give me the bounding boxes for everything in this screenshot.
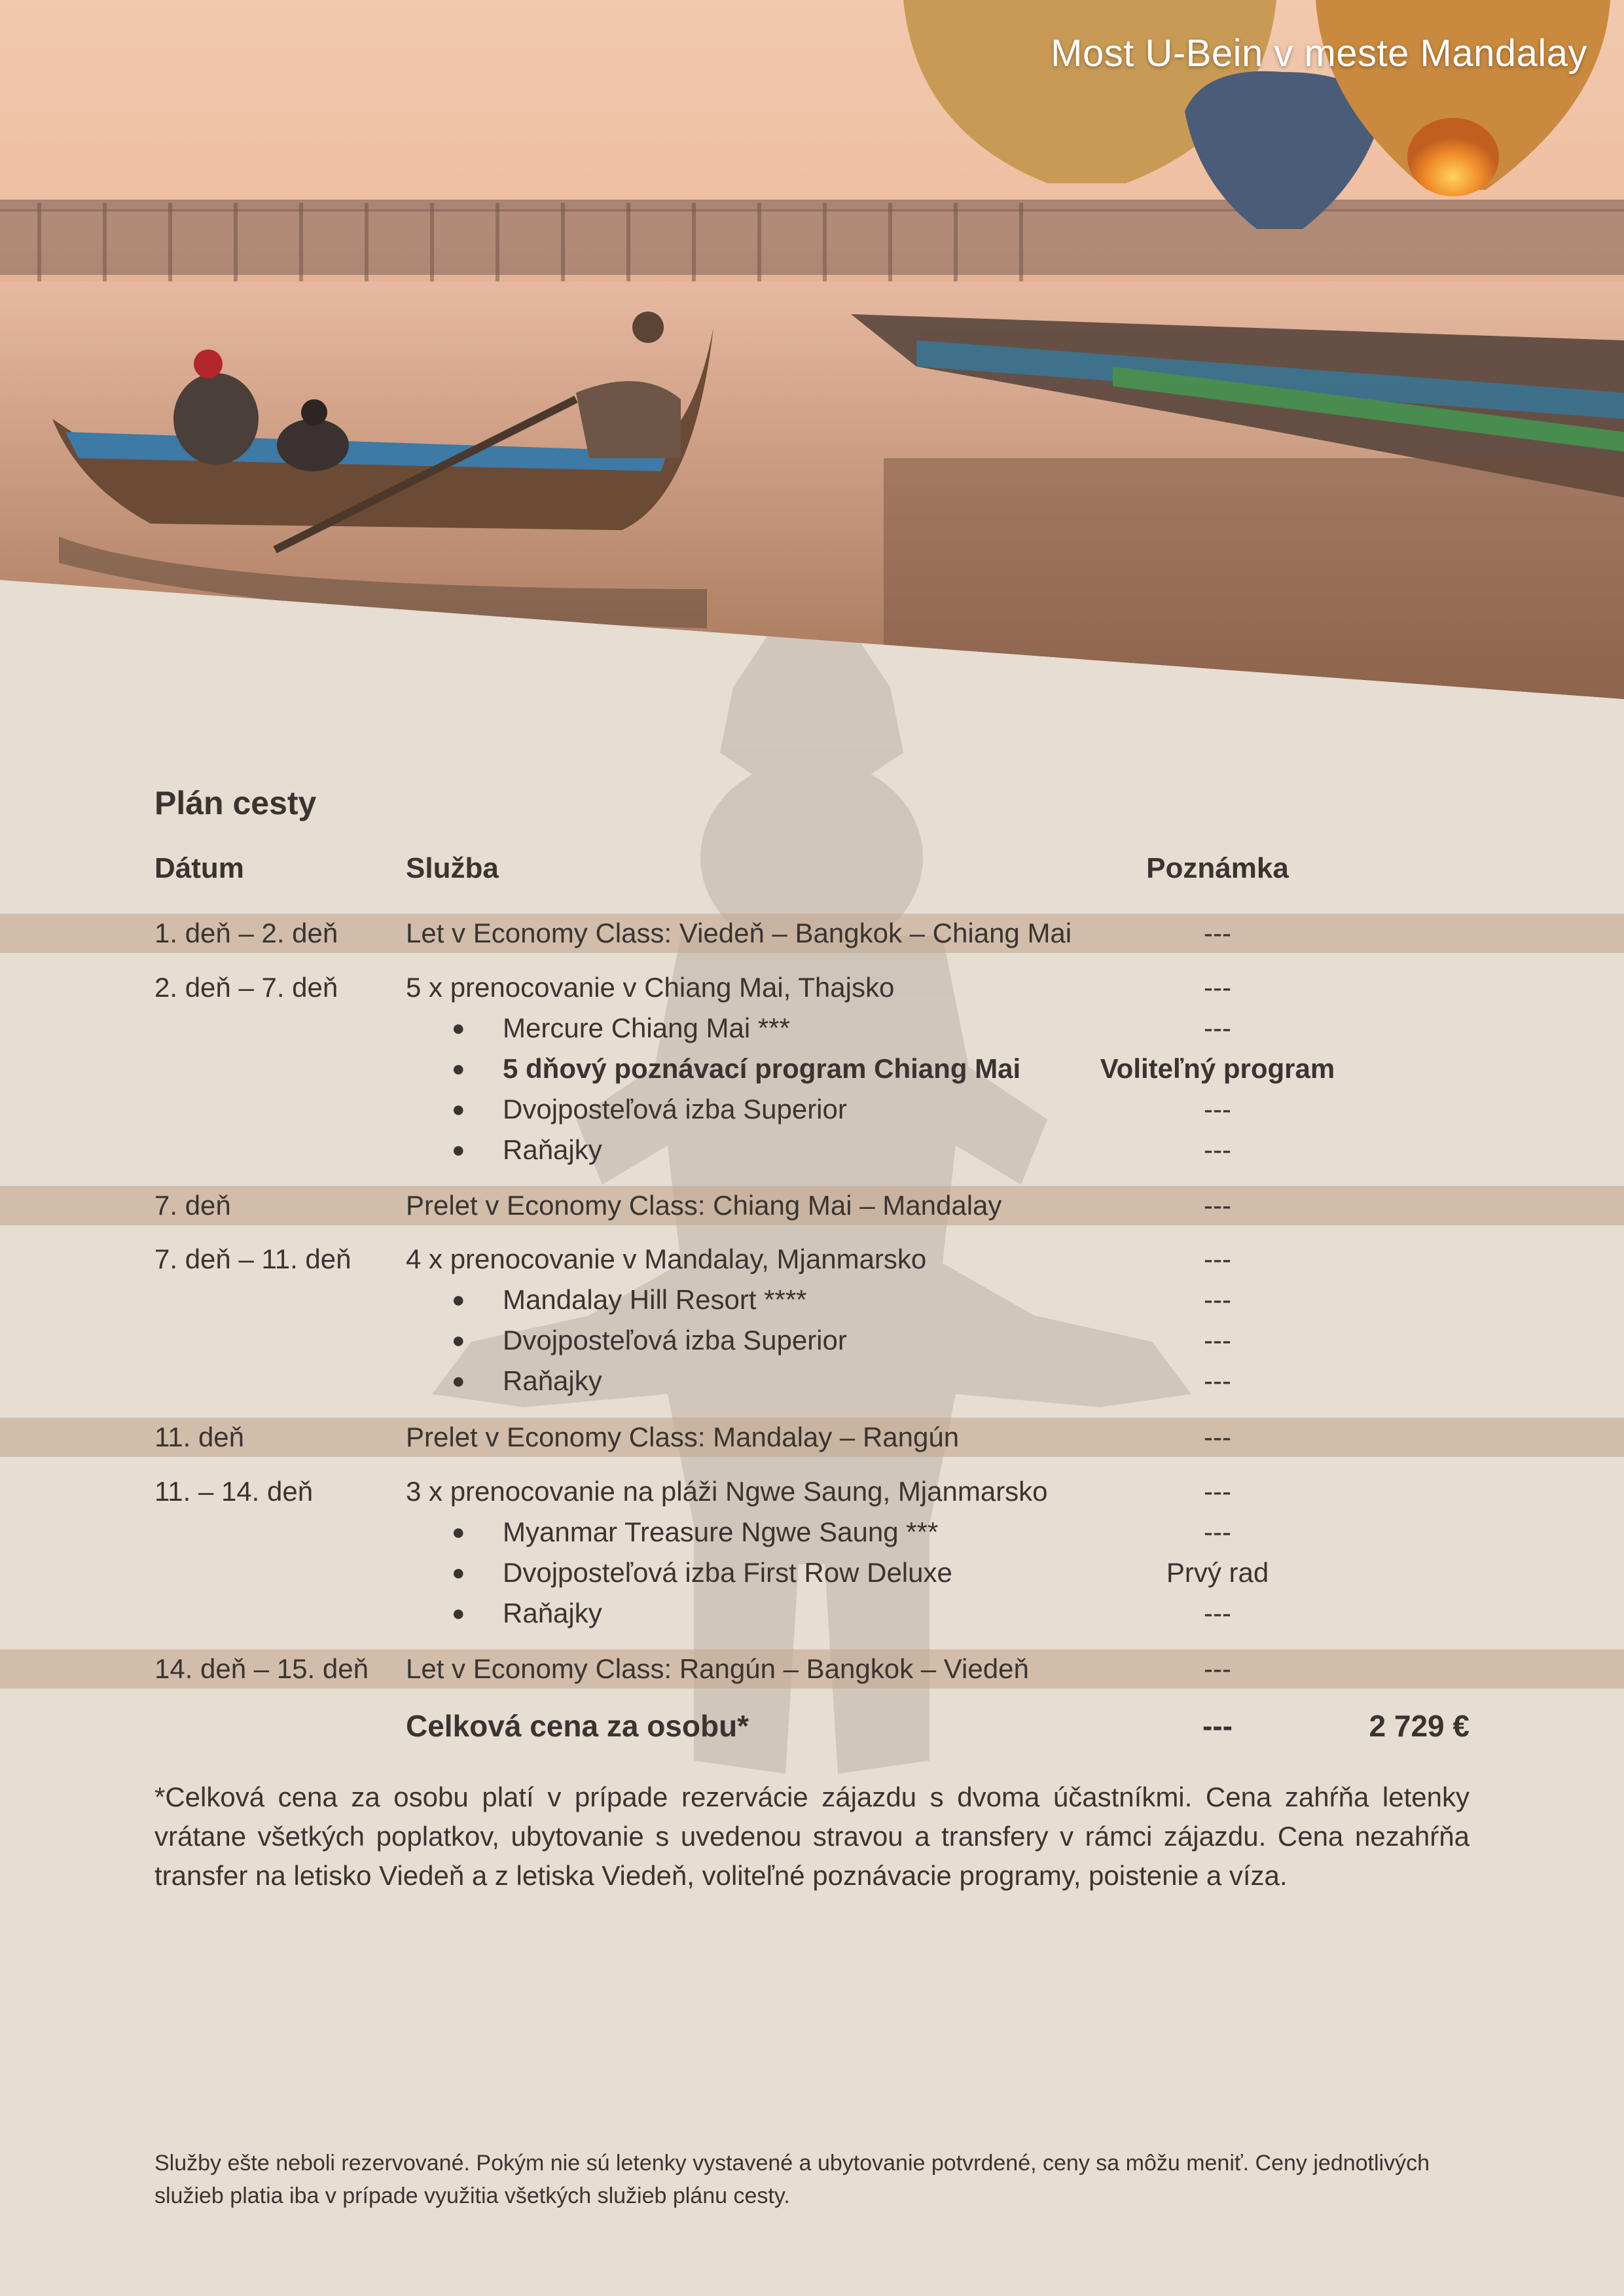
disclaimer-text: Služby ešte neboli rezervované. Pokým nie sú letenky vystavené a ubytovanie potvrdené, ceny sa môžu meniť. Ceny jednotlivých služieb platia iba v prípade využitia všetkých služieb plánu cesty.	[154, 2151, 1430, 2208]
list-item	[0, 1593, 1624, 1634]
hero-photo	[0, 0, 1624, 700]
row-date: 11. deň	[154, 1422, 245, 1452]
total-price: 2 729 €	[1369, 1709, 1470, 1743]
row-service: 4 x prenocovanie v Mandalay, Mjanmarsko	[406, 1244, 927, 1274]
bullet-icon: ●	[452, 1369, 465, 1393]
row-service: Prelet v Economy Class: Mandalay – Rangún	[406, 1422, 960, 1452]
item-note: ---	[1204, 1325, 1231, 1355]
section-title: Plán cesty	[154, 785, 317, 821]
table-row	[0, 913, 1624, 954]
item-text: Raňajky	[503, 1134, 602, 1165]
item-note: ---	[1204, 1134, 1231, 1165]
item-note: Voliteľný program	[1100, 1053, 1335, 1084]
list-item	[0, 1280, 1624, 1320]
bullet-icon: ●	[452, 1138, 465, 1162]
item-note: Prvý rad	[1166, 1557, 1269, 1588]
bullet-icon: ●	[452, 1287, 465, 1312]
item-text: Raňajky	[503, 1365, 602, 1396]
row-date: 14. deň – 15. deň	[154, 1653, 369, 1684]
row-service: 5 x prenocovanie v Chiang Mai, Thajsko	[406, 972, 895, 1003]
table-row	[0, 967, 1624, 1170]
list-item	[0, 1089, 1624, 1130]
total-row	[0, 1703, 1624, 1749]
item-note: ---	[1204, 1516, 1231, 1547]
bullet-icon: ●	[452, 1328, 465, 1353]
row-service: Let v Economy Class: Rangún – Bangkok – Viedeň	[406, 1653, 1029, 1684]
row-note: ---	[1204, 1190, 1231, 1221]
item-text: Dvojposteľová izba Superior	[503, 1325, 847, 1355]
list-item	[0, 1130, 1624, 1170]
list-item	[0, 1552, 1624, 1593]
item-note: ---	[1204, 1094, 1231, 1124]
row-date: 7. deň	[154, 1190, 231, 1221]
column-header-date: Dátum	[154, 852, 244, 884]
bullet-icon: ●	[452, 1016, 465, 1041]
bullet-icon: ●	[452, 1097, 465, 1122]
row-note: ---	[1204, 1422, 1231, 1452]
row-service: Let v Economy Class: Viedeň – Bangkok – Chiang Mai	[406, 918, 1072, 948]
table-row	[0, 1417, 1624, 1458]
row-service: Prelet v Economy Class: Chiang Mai – Mandalay	[406, 1190, 1002, 1221]
hero-caption: Most U-Bein v meste Mandalay	[1051, 32, 1587, 75]
table-row	[0, 1185, 1624, 1226]
row-note: ---	[1204, 1653, 1231, 1684]
item-text: Mercure Chiang Mai ***	[503, 1013, 790, 1043]
item-note: ---	[1204, 1365, 1231, 1396]
row-service: 3 x prenocovanie na pláži Ngwe Saung, Mjanmarsko	[406, 1476, 1048, 1507]
item-text: Raňajky	[503, 1598, 602, 1628]
row-date: 1. deň – 2. deň	[154, 918, 338, 948]
item-text: 5 dňový poznávací program Chiang Mai	[503, 1053, 1021, 1084]
row-date: 2. deň – 7. deň	[154, 972, 338, 1003]
table-row	[0, 1239, 1624, 1401]
list-item	[0, 1512, 1624, 1552]
row-date: 11. – 14. deň	[154, 1476, 314, 1507]
row-note: ---	[1204, 918, 1231, 948]
item-text: Dvojposteľová izba First Row Deluxe	[503, 1557, 952, 1588]
row-note: ---	[1204, 1476, 1231, 1507]
row-note: ---	[1204, 1244, 1231, 1274]
bullet-icon: ●	[452, 1056, 465, 1081]
total-note: ---	[1202, 1709, 1233, 1743]
table-row	[0, 1649, 1624, 1689]
list-item	[0, 1008, 1624, 1049]
item-text: Myanmar Treasure Ngwe Saung ***	[503, 1516, 939, 1547]
bullet-icon: ●	[452, 1601, 465, 1626]
column-header-note: Poznámka	[1146, 852, 1289, 884]
list-item	[0, 1320, 1624, 1361]
column-header-service: Služba	[406, 852, 499, 884]
item-text: Mandalay Hill Resort ****	[503, 1284, 807, 1315]
item-note: ---	[1204, 1284, 1231, 1315]
table-row	[0, 1471, 1624, 1634]
item-text: Dvojposteľová izba Superior	[503, 1094, 847, 1124]
item-note: ---	[1204, 1598, 1231, 1628]
bullet-icon: ●	[452, 1560, 465, 1585]
list-item	[0, 1361, 1624, 1401]
item-note: ---	[1204, 1013, 1231, 1043]
row-date: 7. deň – 11. deň	[154, 1244, 352, 1274]
total-label: Celková cena za osobu*	[406, 1709, 749, 1743]
list-item	[0, 1049, 1624, 1089]
price-footnote: *Celková cena za osobu platí v prípade rezervácie zájazdu s dvoma účastníkmi. Cena zahŕňa letenky vrátane všetkých poplatkov, ubytovanie s uvedenou stravou a transfery v rámci zájazdu. Cena nezahŕňa transfer na letisko Viedeň a z letiska Viedeň, voliteľné poznávacie programy, poistenie a víza.	[154, 1782, 1470, 1891]
row-note: ---	[1204, 972, 1231, 1003]
bullet-icon: ●	[452, 1520, 465, 1545]
